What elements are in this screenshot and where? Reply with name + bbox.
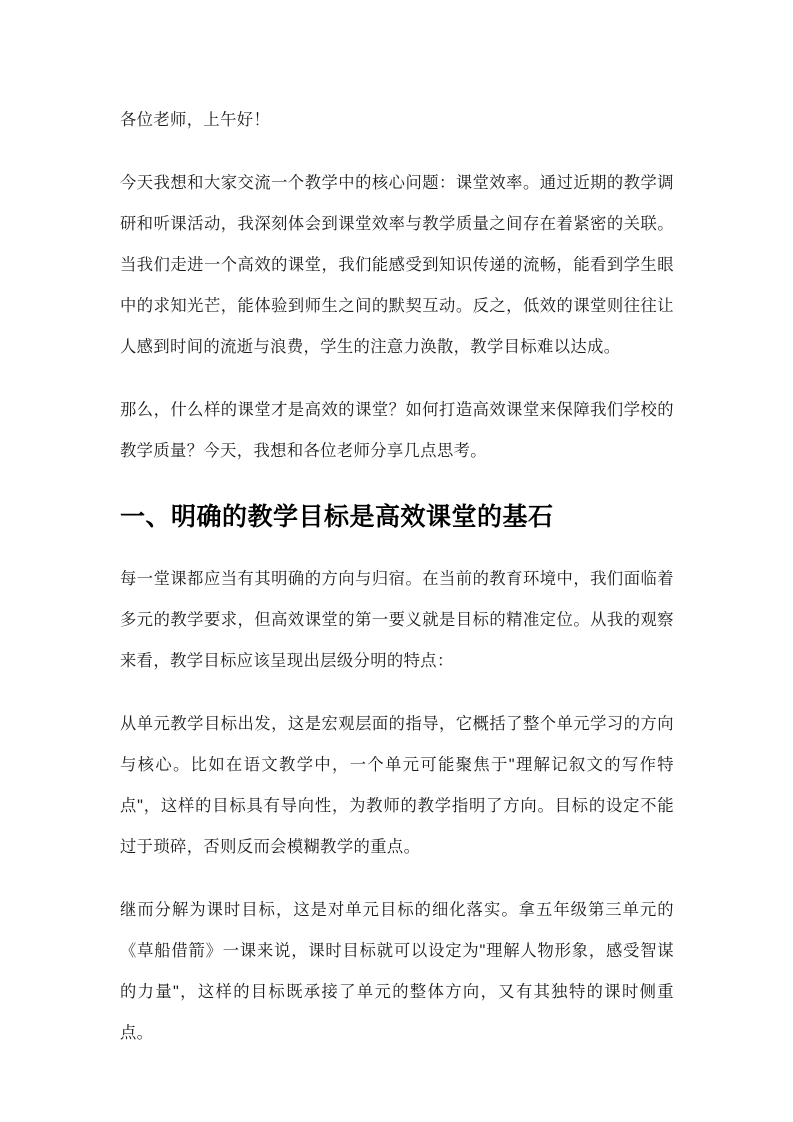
intro-paragraph: 今天我想和大家交流一个教学中的核心问题：课堂效率。通过近期的教学调研和听课活动，我深刻体会到课堂效率与教学质量之间存在着紧密的关联。当我们走进一个高效的课堂，我们能感受到知识传递的流畅，能看到学生眼中的求知光芒，能体验到师生之间的默契互动。反之，低效的课堂则往往让人感到时间的流逝与浪费，学生的注意力涣散，教学目标难以达成。 <box>120 174 674 356</box>
section-heading-teaching-goals: 一、明确的教学目标是高效课堂的基石 <box>120 503 554 531</box>
question-paragraph: 那么，什么样的课堂才是高效的课堂？如何打造高效课堂来保障我们学校的教学质量？今天，我想和各位老师分享几点思考。 <box>120 401 674 460</box>
body-paragraph-goal-levels: 每一堂课都应当有其明确的方向与归宿。在当前的教育环境中，我们面临着多元的教学要求，但高效课堂的第一要义就是目标的精准定位。从我的观察来看，教学目标应该呈现出层级分明的特点： <box>120 570 674 670</box>
body-paragraph-unit-goals: 从单元教学目标出发，这是宏观层面的指导，它概括了整个单元学习的方向与核心。比如在语文教学中，一个单元可能聚焦于"理解记叙文的写作特点"，这样的目标具有导向性，为教师的教学指明了方向。目标的设定不能过于琐碎，否则反而会模糊教学的重点。 <box>120 715 674 856</box>
body-paragraph-lesson-goals: 继而分解为课时目标，这是对单元目标的细化落实。拿五年级第三单元的《草船借箭》一课来说，课时目标就可以设定为"理解人物形象，感受智谋的力量"，这样的目标既承接了单元的整体方向，又有其独特的课时侧重点。 <box>120 901 674 1042</box>
greeting-paragraph: 各位老师，上午好！ <box>120 111 271 129</box>
